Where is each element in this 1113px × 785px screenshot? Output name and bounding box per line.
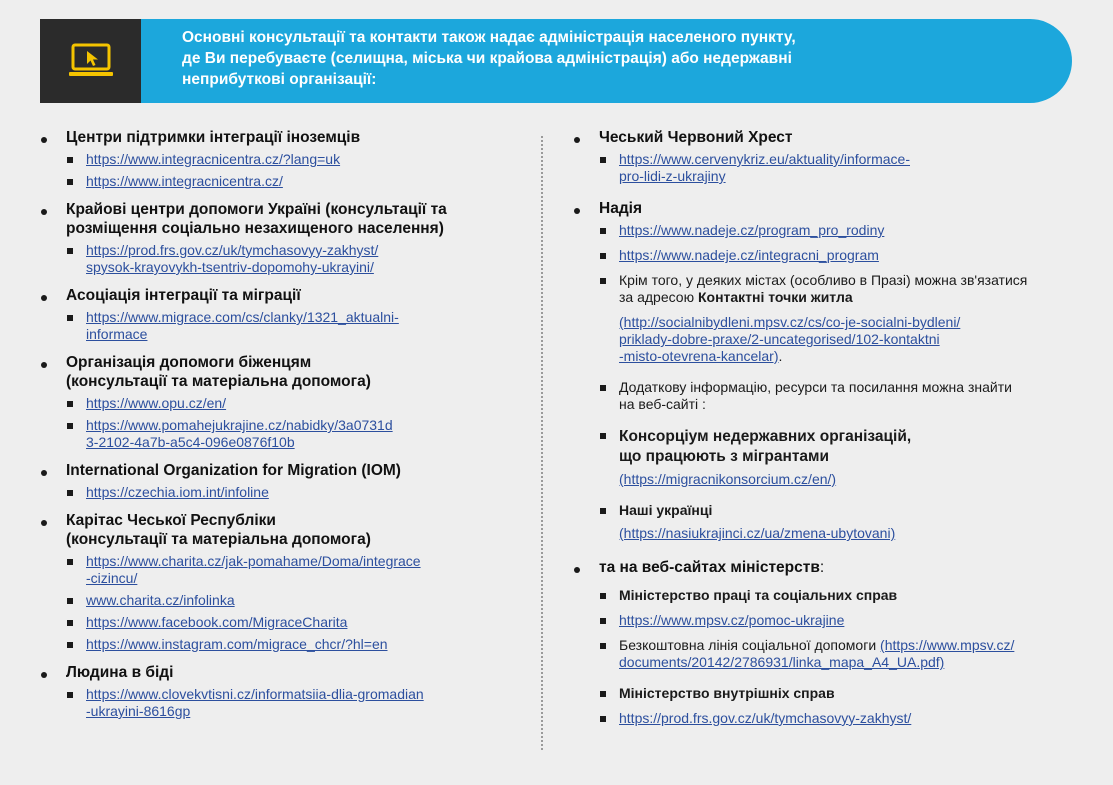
banner-icon-box <box>40 19 141 103</box>
bold-label: Контактні точки житла <box>697 289 853 305</box>
link-item <box>599 612 1093 629</box>
text-item <box>599 685 1093 702</box>
link[interactable]: https://www.integracnicentra.cz/?lang=uk <box>86 151 341 167</box>
list-item <box>40 461 520 501</box>
link[interactable] <box>86 242 520 276</box>
banner-line-1: Основні консультації та контакти також надає адміністрація населеного пункту, <box>182 29 796 46</box>
section-title-line: Карітас Чеської Республіки <box>66 512 276 529</box>
section-title: Людина в біді <box>66 664 174 681</box>
link-line: https://prod.frs.gov.cz/uk/tymchasovyy-zakhyst/ <box>86 242 379 258</box>
link[interactable]: https://czechia.iom.int/infoline <box>86 484 269 500</box>
link-line: documents/20142/2786931/linka_mapa_A4_UA.pdf) <box>619 654 945 670</box>
list-item <box>40 200 520 276</box>
list-item <box>573 128 1093 185</box>
link[interactable] <box>86 686 520 720</box>
banner-line-2: де Ви перебуваєте (селищна, міська чи крайова адміністрація) або недержавні <box>182 50 792 67</box>
text-line: Безкоштовна лінія соціальної допомоги <box>619 637 881 653</box>
text-item <box>599 587 1093 604</box>
link[interactable] <box>619 151 1093 185</box>
link-line: -misto-otevrena-kancelar) <box>619 348 779 364</box>
section-title <box>66 200 520 238</box>
text-line: за адресою <box>619 289 698 305</box>
link[interactable] <box>619 314 1093 364</box>
link[interactable]: (https://nasiukrajinci.cz/ua/zmena-ubytovani) <box>619 525 896 541</box>
subsection-title: Міністерство праці та соціальних справ <box>619 587 898 603</box>
text-item <box>599 427 1093 488</box>
link-line: pro-lidi-z-ukrajiny <box>619 168 726 184</box>
link-line: 3-2102-4a7b-a5c4-096e0876f10b <box>86 434 295 450</box>
text-item <box>599 379 1093 413</box>
list-item <box>573 199 1093 542</box>
link-line: (https://www.mpsv.cz/ <box>880 637 1015 653</box>
link-item <box>599 151 1093 185</box>
link-item <box>66 636 520 653</box>
section-title: Чеський Червоний Хрест <box>599 129 793 146</box>
link[interactable]: https://www.opu.cz/en/ <box>86 395 227 411</box>
link-item <box>599 247 1093 264</box>
left-column <box>40 128 520 730</box>
link-item <box>66 592 520 609</box>
link[interactable] <box>86 417 520 451</box>
link-item <box>66 151 520 168</box>
link[interactable]: https://www.mpsv.cz/pomoc-ukrajine <box>619 612 845 628</box>
text-item <box>599 502 1093 542</box>
link[interactable]: (https://migracnikonsorcium.cz/en/) <box>619 471 837 487</box>
link-line: https://www.charita.cz/jak-pomahame/Doma/integrace <box>86 553 421 569</box>
subsection-title: що працюють з мігрантами <box>619 448 830 465</box>
link-line: informace <box>86 326 148 342</box>
link-line: https://www.migrace.com/cs/clanky/1321_aktualni- <box>86 309 399 325</box>
column-divider <box>541 136 543 750</box>
section-title-line: (консультації та матеріальна допомога) <box>66 531 371 548</box>
section-title-line: (консультації та матеріальна допомога) <box>66 373 371 390</box>
section-title-line: Організація допомоги біженцям <box>66 354 312 371</box>
text-item <box>599 637 1093 671</box>
list-item <box>40 511 520 653</box>
banner-line-3: неприбуткові організації: <box>182 71 377 88</box>
link-item <box>599 710 1093 727</box>
section-title <box>599 558 1093 577</box>
list-item <box>40 286 520 343</box>
link[interactable]: https://www.instagram.com/migrace_chcr/?hl=en <box>86 636 388 652</box>
link-line: spysok-krayovykh-tsentriv-dopomohy-ukrayini/ <box>86 259 374 275</box>
link-line: https://www.cervenykriz.eu/aktuality/informace- <box>619 151 910 167</box>
section-title-line: Крайові центри допомоги Україні (консультації та <box>66 201 447 218</box>
text-line: на веб-сайті : <box>619 396 706 412</box>
text-line: Додаткову інформацію, ресурси та посилання можна знайти <box>619 379 1012 395</box>
link-line: priklady-dobre-praxe/2-uncategorised/102-kontaktni <box>619 331 940 347</box>
link[interactable]: https://www.nadeje.cz/program_pro_rodiny <box>619 222 885 238</box>
link-item <box>66 614 520 631</box>
section-title-text: та на веб-сайтах міністерств <box>599 559 820 576</box>
link[interactable] <box>86 309 520 343</box>
laptop-cursor-icon <box>68 41 114 81</box>
link[interactable]: https://www.facebook.com/MigraceCharita <box>86 614 348 630</box>
section-title-line: розміщення соціально незахищеного населення) <box>66 220 444 237</box>
subsection-title: Наші українці <box>619 502 713 518</box>
link-line: https://www.pomahejukrajine.cz/nabidky/3a0731d <box>86 417 393 433</box>
link-item <box>66 242 520 276</box>
section-title: Центри підтримки інтеграції іноземців <box>66 129 361 146</box>
link-item <box>66 686 520 720</box>
section-title: International Organization for Migration (IOM) <box>66 462 401 479</box>
subsection-title: Міністерство внутрішніх справ <box>619 685 835 701</box>
link-item <box>66 309 520 343</box>
link-item <box>599 222 1093 239</box>
link[interactable] <box>86 553 520 587</box>
list-item <box>40 663 520 720</box>
list-item <box>40 353 520 451</box>
link-item <box>66 417 520 451</box>
text-line: Крім того, у деяких містах (особливо в Празі) можна зв'язатися <box>619 272 1028 288</box>
link[interactable]: https://www.integracnicentra.cz/ <box>86 173 283 189</box>
punctuation: . <box>778 348 783 364</box>
link[interactable]: www.charita.cz/infolinka <box>86 592 235 608</box>
link-line: -cizincu/ <box>86 570 138 586</box>
link-item <box>66 173 520 190</box>
section-title <box>66 353 520 391</box>
list-item <box>573 558 1093 727</box>
section-title <box>66 511 520 549</box>
list-item <box>40 128 520 190</box>
right-column <box>573 128 1093 737</box>
link-line: https://www.clovekvtisni.cz/informatsiia-dlia-gromadian <box>86 686 424 702</box>
link-item <box>66 553 520 587</box>
section-title: Асоціація інтеграції та міграції <box>66 287 301 304</box>
link-line: (http://socialnibydleni.mpsv.cz/cs/co-je-socialni-bydleni/ <box>619 314 961 330</box>
subsection-title: Консорціум недержавних організацій, <box>619 428 912 445</box>
link[interactable]: https://www.nadeje.cz/integracni_program <box>619 247 879 263</box>
link-line: -ukrayini-8616gp <box>86 703 191 719</box>
link-item <box>66 395 520 412</box>
link[interactable]: https://prod.frs.gov.cz/uk/tymchasovyy-zakhyst/ <box>619 710 912 726</box>
section-title-suffix: : <box>819 559 825 576</box>
link-item <box>66 484 520 501</box>
section-title: Надія <box>599 200 643 217</box>
text-item <box>599 272 1093 365</box>
banner-text <box>182 27 982 90</box>
